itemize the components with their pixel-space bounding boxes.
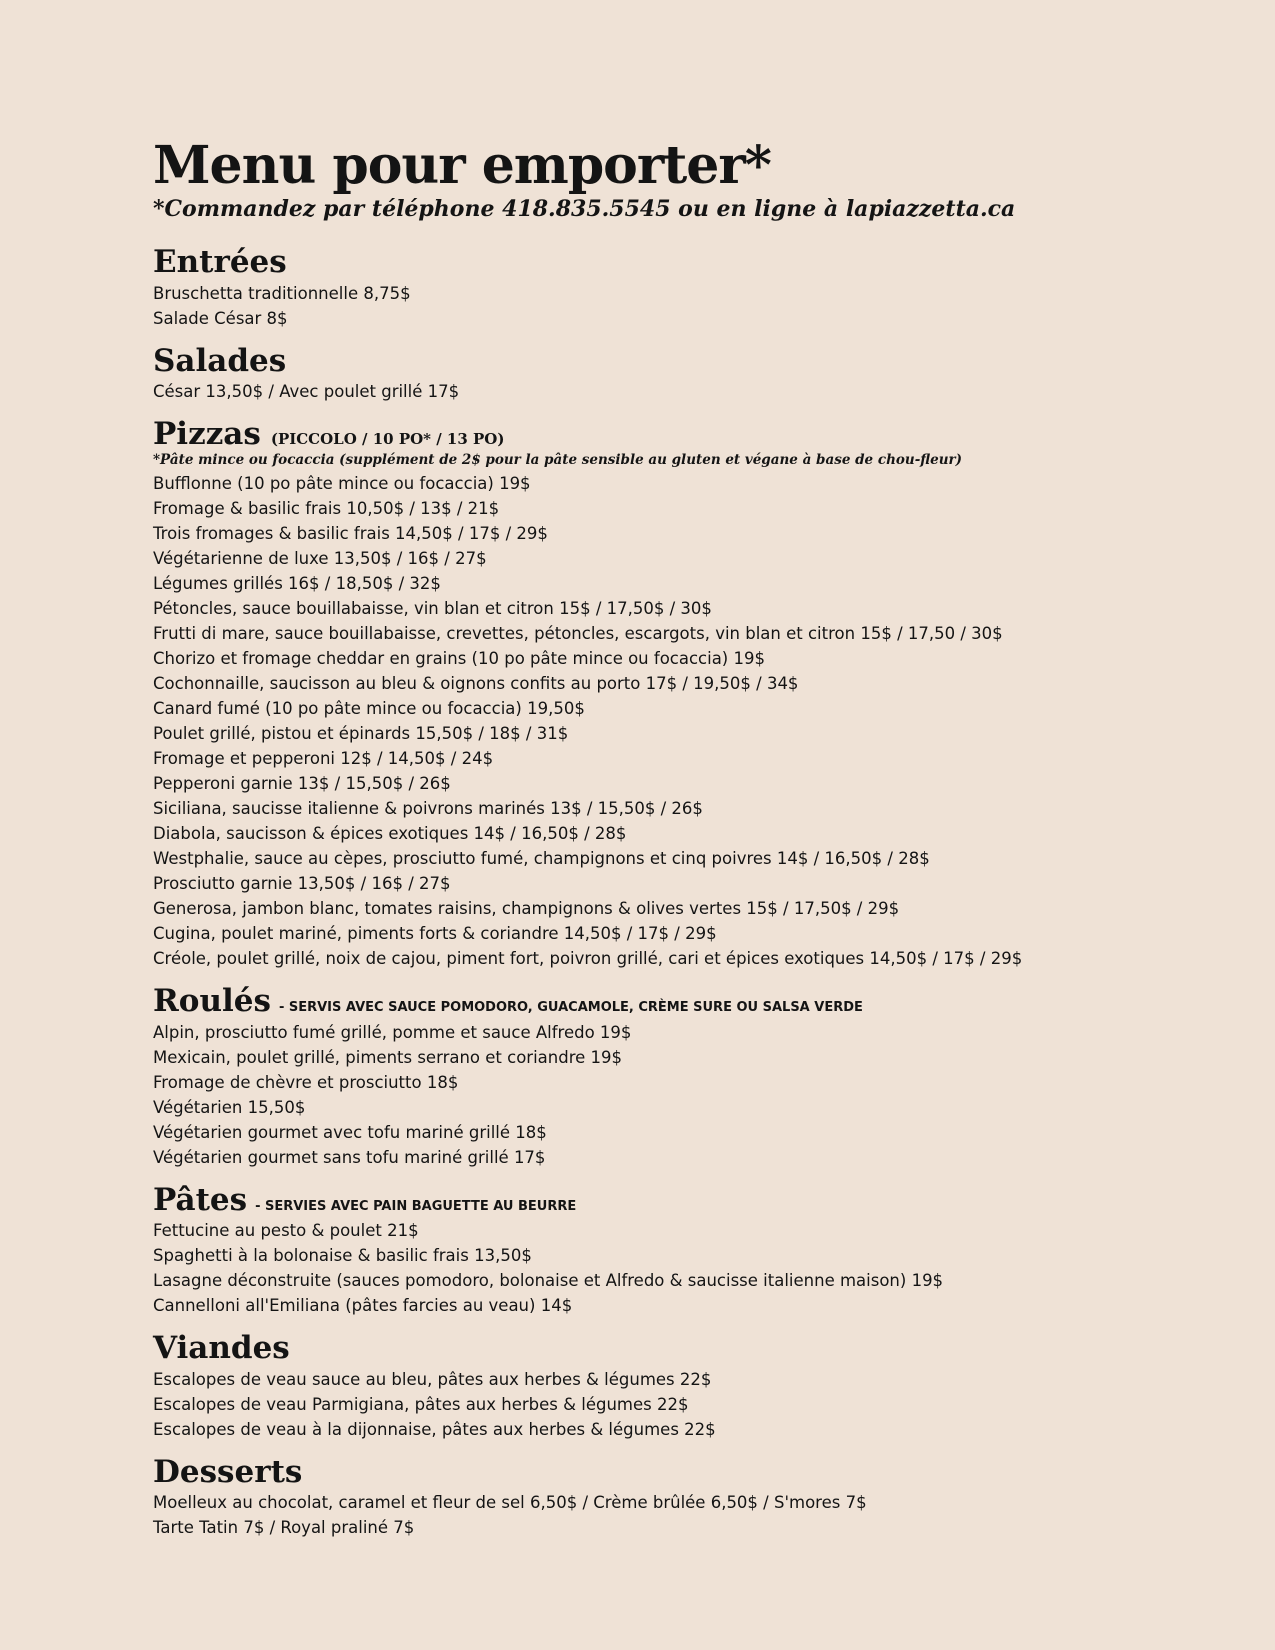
menu-item: Generosa, jambon blanc, tomates raisins, champignons & olives vertes 15$ / 17,50$ / 29$ [153,899,900,919]
pizza-dough-note: *Pâte mince ou focaccia (supplément de 2$ pour la pâte sensible au gluten et végane à base de chou-fleur) [153,452,963,469]
menu-item: Alpin, prosciutto fumé grillé, pomme et sauce Alfredo 19$ [153,1022,632,1042]
section-title: Salades [153,342,287,379]
menu-item: Pepperoni garnie 13$ / 15,50$ / 26$ [153,774,451,794]
section-title: Entrées [153,244,287,281]
menu-item: Cugina, poulet mariné, piments forts & coriandre 14,50$ / 17$ / 29$ [153,924,717,944]
menu-item: Mexicain, poulet grillé, piments serrano et coriandre 19$ [153,1047,623,1067]
menu-item: Escalopes de veau sauce au bleu, pâtes aux herbes & légumes 22$ [153,1369,712,1389]
menu-item: Trois fromages & basilic frais 14,50$ / 17$ / 29$ [153,524,548,544]
menu-item: Tarte Tatin 7$ / Royal praliné 7$ [153,1518,415,1538]
section-title: Roulés [153,983,271,1020]
menu-item: Créole, poulet grillé, noix de cajou, piment fort, poivron grillé, cari et épices exotiques 14,50$ / 17$ / 29$ [153,949,1023,969]
menu-item: Siciliana, saucisse italienne & poivrons marinés 13$ / 15,50$ / 26$ [153,799,703,819]
menu-item: Bufflonne (10 po pâte mince ou focaccia) 19$ [153,474,531,494]
menu-item: Fromage et pepperoni 12$ / 14,50$ / 24$ [153,749,494,769]
section-title: Viandes [153,1330,290,1367]
section-note: - SERVIS AVEC SAUCE POMODORO, GUACAMOLE, CRÈME SURE OU SALSA VERDE [278,1000,863,1016]
menu-item: Cannelloni all'Emiliana (pâtes farcies au veau) 14$ [153,1296,573,1316]
menu-item: Escalopes de veau à la dijonnaise, pâtes aux herbes & légumes 22$ [153,1419,716,1439]
order-instructions: *Commandez par téléphone 418.835.5545 ou en ligne à lapiazzetta.ca [153,196,1016,222]
item-list [153,1020,1153,1170]
section-salades [153,342,1153,405]
menu-item: Végétarien 15,50$ [153,1097,306,1117]
section-pizzas [153,418,1153,971]
menu-item: Fromage & basilic frais 10,50$ / 13$ / 21$ [153,499,500,519]
menu-item: Fromage de chèvre et prosciutto 18$ [153,1072,459,1092]
section-title: Pâtes [153,1181,248,1218]
section-entrees [153,246,1153,331]
menu-item: Escalopes de veau Parmigiana, pâtes aux herbes & légumes 22$ [153,1394,689,1414]
section-title: Desserts [153,1453,303,1490]
menu-item: Prosciutto garnie 13,50$ / 16$ / 27$ [153,874,451,894]
item-list [153,1218,1153,1318]
menu-item: Canard fumé (10 po pâte mince ou focaccia) 19,50$ [153,699,585,719]
item-list [153,471,1153,971]
item-list [153,379,1153,404]
pizza-sizes: (PICCOLO / 10 PO* / 13 PO) [270,430,505,449]
menu-item: Pétoncles, sauce bouillabaisse, vin blan et citron 15$ / 17,50$ / 30$ [153,599,712,619]
menu-item: Chorizo et fromage cheddar en grains (10 po pâte mince ou focaccia) 19$ [153,649,765,669]
section-desserts [153,1453,1153,1541]
menu-item: Végétarien gourmet avec tofu mariné grillé 18$ [153,1122,547,1142]
menu-item: Spaghetti à la bolonaise & basilic frais 13,50$ [153,1246,532,1266]
section-viandes [153,1332,1153,1442]
menu-item: César 13,50$ / Avec poulet grillé 17$ [153,382,460,402]
page-title: Menu pour emporter* [153,135,771,196]
menu-item: Poulet grillé, pistou et épinards 15,50$ / 18$ / 31$ [153,724,569,744]
section-note: - SERVIES AVEC PAIN BAGUETTE AU BEURRE [255,1198,577,1214]
menu-item: Westphalie, sauce au cèpes, prosciutto fumé, champignons et cinq poivres 14$ / 16,50$ / 28$ [153,849,930,869]
section-title: Pizzas [153,416,261,453]
menu-item: Frutti di mare, sauce bouillabaisse, crevettes, pétoncles, escargots, vin blan et citron 15$ / 17,50 / 30$ [153,624,1003,644]
menu-page [153,135,1153,1540]
item-list [153,1367,1153,1442]
section-roules [153,985,1153,1170]
section-pates [153,1181,1153,1319]
menu-item: Bruschetta traditionnelle 8,75$ [153,283,411,303]
menu-item: Salade César 8$ [153,308,288,328]
menu-item: Diabola, saucisson & épices exotiques 14$ / 16,50$ / 28$ [153,824,627,844]
menu-item: Lasagne déconstruite (sauces pomodoro, bolonaise et Alfredo & saucisse italienne maison) 19$ [153,1271,944,1291]
menu-item: Cochonnaille, saucisson au bleu & oignons confits au porto 17$ / 19,50$ / 34$ [153,674,799,694]
menu-item: Moelleux au chocolat, caramel et fleur de sel 6,50$ / Crème brûlée 6,50$ / S'mores 7$ [153,1493,867,1513]
menu-item: Légumes grillés 16$ / 18,50$ / 32$ [153,574,441,594]
item-list [153,1490,1153,1540]
menu-item: Végétarien gourmet sans tofu mariné grillé 17$ [153,1147,546,1167]
item-list [153,281,1153,331]
menu-item: Fettucine au pesto & poulet 21$ [153,1221,419,1241]
menu-item: Végétarienne de luxe 13,50$ / 16$ / 27$ [153,549,487,569]
